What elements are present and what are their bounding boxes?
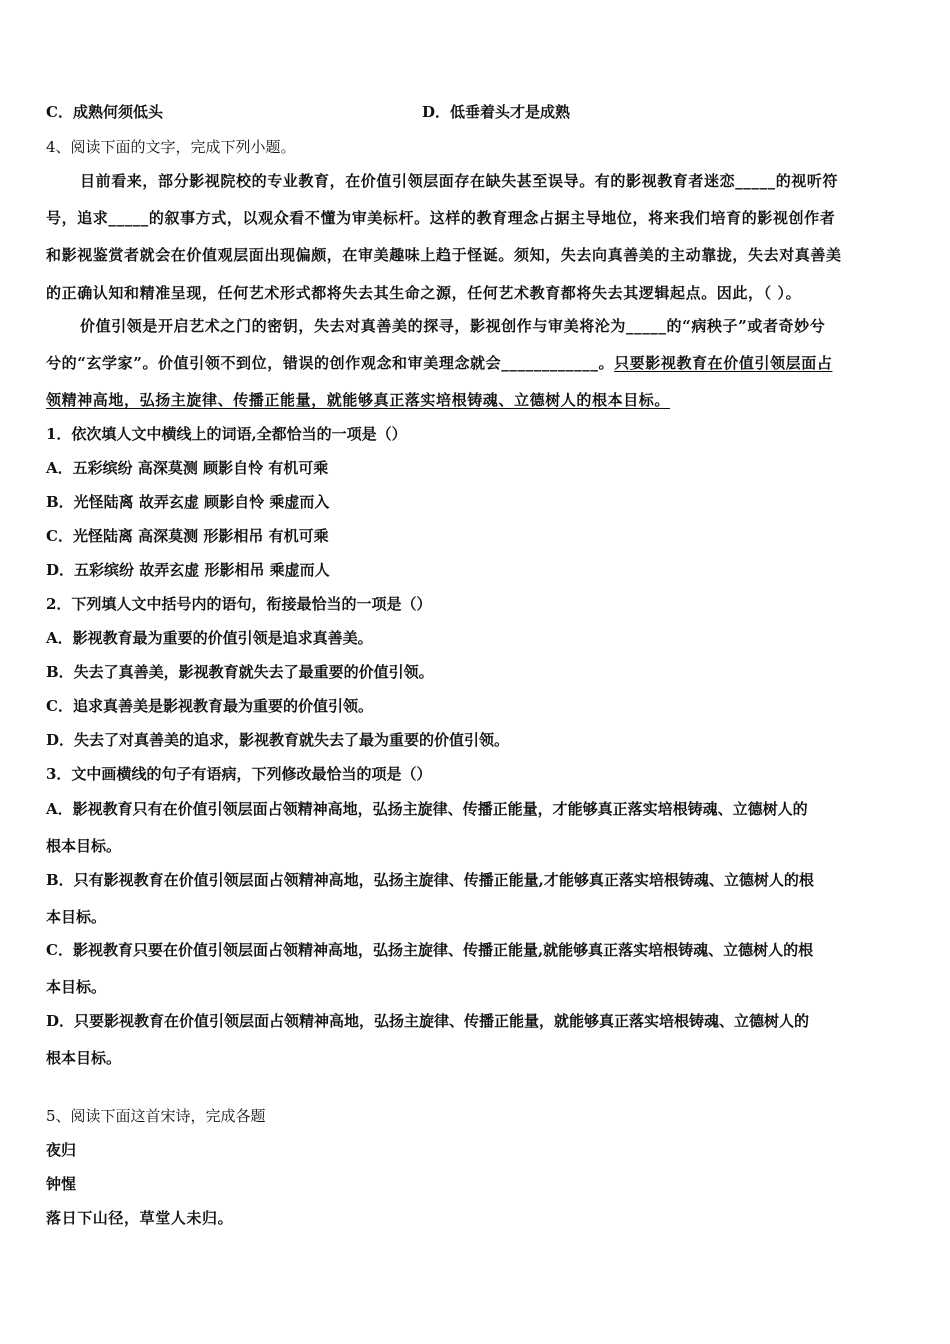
sub2-option-d: D．失去了对真善美的追求，影视教育就失去了最为重要的价值引领。 — [46, 731, 510, 749]
sub2-option-c: C．追求真善美是影视教育最为重要的价值引领。 — [46, 697, 373, 715]
poem-title: 夜归 — [46, 1141, 77, 1159]
poem-line-1: 落日下山径，草堂人未归。 — [46, 1209, 234, 1227]
option-c-text: C．成熟何须低头 — [46, 103, 163, 121]
passage-line-6-text: 兮的“玄学家”。价值引领不到位，错误的创作观念和审美理念就会____________。 — [46, 354, 615, 372]
sub3-option-c-line-1: C．影视教育只要在价值引领层面占领精神高地，弘扬主旋律、传播正能量,就能够真正落实培根铸魂、立德树人的根 — [46, 941, 814, 959]
option-c-previous-question — [46, 102, 906, 122]
sub1-option-d: D．五彩缤纷 故弄玄虚 形影相吊 乘虚而人 — [46, 561, 330, 579]
underlined-sentence-start: 只要影视教育在价值引领层面占 — [614, 354, 833, 372]
question-5-heading: 5、阅读下面这首宋诗，完成各题 — [46, 1107, 266, 1125]
sub1-option-a: A．五彩缤纷 高深莫测 顾影自怜 有机可乘 — [46, 459, 329, 477]
sub3-option-d-line-2: 根本目标。 — [46, 1049, 122, 1067]
sub3-option-d-line-1: D．只要影视教育在价值引领层面占领精神高地，弘扬主旋律、传播正能量，就能够真正落实培根铸魂、立德树人的 — [46, 1012, 810, 1030]
sub2-stem: 2．下列填人文中括号内的语句，衔接最恰当的一项是（） — [46, 595, 432, 613]
option-d-text: D．低垂着头才是成熟 — [422, 103, 571, 121]
sub3-option-c-line-2: 本目标。 — [46, 978, 107, 996]
passage-line-2: 号，追求_____的叙事方式，以观众看不懂为审美标杆。这样的教育理念占据主导地位，将来我们培育的影视创作者 — [46, 209, 836, 227]
sub2-option-a: A．影视教育最为重要的价值引领是追求真善美。 — [46, 629, 373, 647]
sub3-option-a-line-1: A．影视教育只有在价值引领层面占领精神高地，弘扬主旋律、传播正能量，才能够真正落实培根铸魂、立德树人的 — [46, 800, 808, 818]
poet-name: 钟惺 — [46, 1175, 77, 1193]
sub1-option-b: B．光怪陆离 故弄玄虚 顾影自怜 乘虚而入 — [46, 493, 330, 511]
sub3-option-b-line-1: B．只有影视教育在价值引领层面占领精神高地，弘扬主旋律、传播正能量,才能够真正落实培根铸魂、立德树人的根 — [46, 871, 814, 889]
sub3-stem: 3．文中画横线的句子有语病，下列修改最恰当的项是（） — [46, 765, 432, 783]
passage-line-4: 的正确认知和精准呈现，任何艺术形式都将失去其生命之源，任何艺术教育都将失去其逻辑起点。因此，（ ）。 — [46, 284, 802, 302]
passage-line-3: 和影视鉴赏者就会在价值观层面出现偏颇，在审美趣味上趋于怪诞。须知，失去向真善美的主动靠拢，失去对真善美 — [46, 246, 842, 264]
passage-line-1: 目前看来，部分影视院校的专业教育，在价值引领层面存在缺失甚至误导。有的影视教育者迷恋_____的视听符 — [80, 172, 839, 190]
sub1-option-c: C．光怪陆离 高深莫测 形影相吊 有机可乘 — [46, 527, 329, 545]
sub3-option-a-line-2: 根本目标。 — [46, 837, 122, 855]
sub1-stem: 1．依次填人文中横线上的词语,全都恰当的一项是（） — [46, 425, 407, 443]
sub3-option-b-line-2: 本目标。 — [46, 908, 107, 926]
sub2-option-b: B．失去了真善美，影视教育就失去了最重要的价值引领。 — [46, 663, 434, 681]
passage-line-5: 价值引领是开启艺术之门的密钥，失去对真善美的探寻，影视创作与审美将沦为_____的“病秧子”或者奇妙兮 — [80, 317, 826, 335]
underlined-sentence-end: 领精神高地，弘扬主旋律、传播正能量，就能够真正落实培根铸魂、立德树人的根本目标。 — [46, 391, 671, 409]
question-4-heading: 4、阅读下面的文字，完成下列小题。 — [46, 138, 296, 156]
passage-line-6 — [46, 353, 906, 373]
